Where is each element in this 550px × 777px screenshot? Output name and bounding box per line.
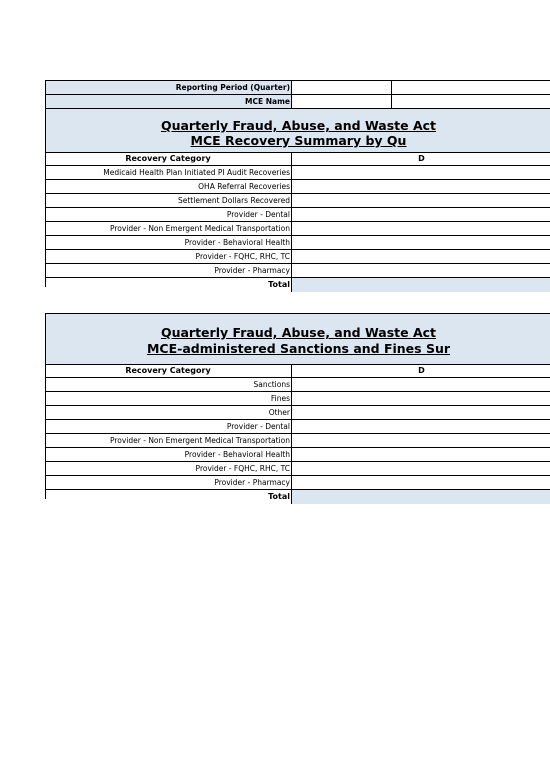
row-label: Provider - Pharmacy <box>214 478 290 487</box>
section1-total-value <box>292 278 550 292</box>
section1-title-line2: MCE Recovery Summary by Qu <box>190 133 407 148</box>
row-value[interactable] <box>292 420 392 433</box>
row-label: Provider - FQHC, RHC, TC <box>195 464 290 473</box>
row-label: Sanctions <box>253 380 290 389</box>
section2-column-headers <box>46 365 550 378</box>
row-value[interactable] <box>292 250 392 263</box>
sanctions-fines-table <box>45 313 550 499</box>
row-label: Provider - Non Emergent Medical Transportation <box>109 224 290 233</box>
row-label: Other <box>268 408 290 417</box>
section1-col-recovery-category: Recovery Category <box>125 154 211 163</box>
section1-column-headers <box>46 153 550 166</box>
section2-title-line1: Quarterly Fraud, Abuse, and Waste Act <box>160 325 437 340</box>
table-row <box>46 420 550 434</box>
row-label: Medicaid Health Plan Initiated PI Audit Recoveries <box>103 168 290 177</box>
table-row <box>46 406 550 420</box>
section1-total-row <box>46 278 550 292</box>
table-row <box>46 462 550 476</box>
row-value[interactable] <box>292 194 392 207</box>
mce-name-row <box>46 95 550 109</box>
row-value[interactable] <box>292 406 392 419</box>
table-row <box>46 166 550 180</box>
row-value[interactable] <box>292 264 392 277</box>
table-row <box>46 476 550 490</box>
table-row <box>46 448 550 462</box>
row-value[interactable] <box>292 476 392 489</box>
section2-total-row <box>46 490 550 504</box>
reporting-period-value[interactable] <box>292 81 392 94</box>
row-value[interactable] <box>292 448 392 461</box>
row-value[interactable] <box>292 166 392 179</box>
row-value[interactable] <box>292 392 392 405</box>
row-label: Provider - Behavioral Health <box>184 450 290 459</box>
row-value[interactable] <box>292 462 392 475</box>
row-label: Settlement Dollars Recovered <box>177 196 290 205</box>
row-label: Provider - Dental <box>226 210 290 219</box>
section1-title-line1: Quarterly Fraud, Abuse, and Waste Act <box>160 118 437 133</box>
recovery-summary-table <box>45 80 550 287</box>
row-label: Provider - Non Emergent Medical Transportation <box>109 436 290 445</box>
table-row <box>46 250 550 264</box>
section1-right-border <box>391 80 392 108</box>
table-row <box>46 264 550 278</box>
section2-title-line2: MCE-administered Sanctions and Fines Sur <box>146 341 451 356</box>
table-row <box>46 180 550 194</box>
row-value[interactable] <box>292 236 392 249</box>
table-row <box>46 208 550 222</box>
row-value[interactable] <box>292 378 392 391</box>
section2-col2-header: D <box>418 366 425 375</box>
section2-title-block <box>46 314 550 365</box>
row-label: OHA Referral Recoveries <box>198 182 290 191</box>
mce-name-label: MCE Name <box>46 95 291 108</box>
table-row <box>46 378 550 392</box>
row-label: Fines <box>270 394 290 403</box>
mce-name-value[interactable] <box>292 95 392 108</box>
table-row <box>46 194 550 208</box>
section1-title-block <box>46 109 550 153</box>
row-label: Provider - Behavioral Health <box>184 238 290 247</box>
row-value[interactable] <box>292 222 392 235</box>
reporting-period-row <box>46 81 550 95</box>
reporting-period-label: Reporting Period (Quarter) <box>46 81 291 94</box>
row-label: Provider - Dental <box>226 422 290 431</box>
row-value[interactable] <box>292 180 392 193</box>
row-value[interactable] <box>292 208 392 221</box>
row-label: Provider - FQHC, RHC, TC <box>195 252 290 261</box>
section2-total-value <box>292 490 550 504</box>
table-row <box>46 222 550 236</box>
section2-col-recovery-category: Recovery Category <box>125 366 211 375</box>
section1-total-label: Total <box>46 278 291 292</box>
table-row <box>46 434 550 448</box>
section2-total-label: Total <box>46 490 291 504</box>
table-row <box>46 392 550 406</box>
table-row <box>46 236 550 250</box>
section1-col2-header: D <box>418 154 425 163</box>
row-label: Provider - Pharmacy <box>214 266 290 275</box>
row-value[interactable] <box>292 434 392 447</box>
